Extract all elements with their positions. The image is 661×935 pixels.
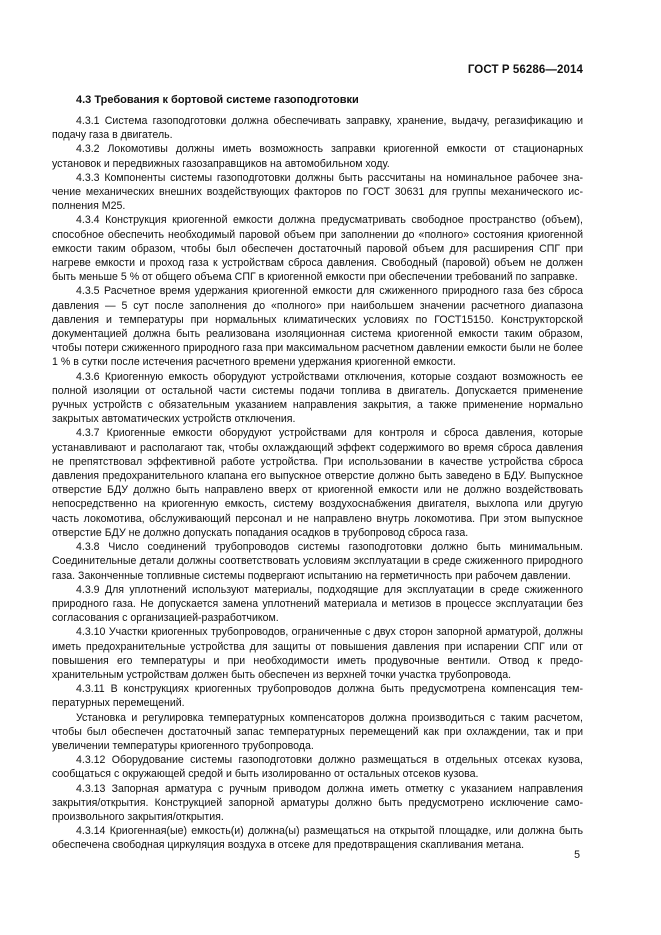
paragraph-4-3-2: 4.3.2 Локомотивы должны иметь возможность заправки криогенной емкости от стационарных установок и передвижных газозаправщиков на автомобильном ходу. bbox=[52, 143, 583, 170]
paragraph-4-3-5: 4.3.5 Расчетное время удержания криогенной емкости для сжиженного природного газа без сброса давления — 5 сут после заполнения до «полного» при наибольшем значении расчетного диапазона давления и температуры при нормальных климатических условиях по ГОСТ15150. Конструкторской документацией должна быть реализована изоляционная система криогенной емкости таким образом, чтобы потери сжиженного природного газа при максимальном расчетном давлении емкости были не более 1 % в сутки после истечения расчетного времени удержания криогенной емкости. bbox=[52, 285, 583, 369]
paragraph-4-3-14: 4.3.14 Криогенная(ые) емкость(и) должна(ы) размещаться на открытой площадке, или должна быть обеспечена свободная циркуляция воздуха в отсеке для предотвращения скапливания метана. bbox=[52, 825, 583, 852]
paragraph-4-3-6: 4.3.6 Криогенную емкость оборудуют устройствами отключения, которые создают возможность ее полной изоляции от остальной части системы подачи топлива в двигатель. Допускается применение ручных устройств с обязательным указанием направления закрытия, а также применение нормально закрытых автоматических устройств отключения. bbox=[52, 370, 583, 426]
paragraph-4-3-7: 4.3.7 Криогенные емкости оборудуют устройствами для контроля и сброса давления, которые устанавливают и располагают так, чтобы охлаждающий эффект содержимого во время сброса давления не препятствовал эффективной работе устройства. При использовании в качестве устройства сброса давления предохранительного клапана его выпускное отверстие должно быть заведено в БДУ. Выпускное отверстие БДУ должно быть направлено вверх от криогенной емкости или не должно воздействовать непосредственно на криогенную емкость, систему воздухоснабжения двигателя, выхлопа или другую часть локомотива, обслуживающий персонал и не направлено внутрь локомотива. При этом выпускное отверстие БДУ не должно допускать попадания осадков в трубопровод сброса газа. bbox=[52, 427, 583, 539]
document-body bbox=[52, 114, 583, 853]
paragraph-4-3-12: 4.3.12 Оборудование системы газоподготовки должно размещаться в отдельных отсеках кузова, сообщаться с окружающей средой и быть изолированно от остальных отсеков кузова. bbox=[52, 754, 583, 781]
page-number: 5 bbox=[574, 849, 580, 861]
paragraph-4-3-9: 4.3.9 Для уплотнений используют материалы, подходящие для эксплуатации в среде сжиженного природного газа. Не допускается замена уплотнений материала и метизов в процессе эксплуатации без согласования с организацией-разработчиком. bbox=[52, 583, 583, 625]
paragraph-4-3-3: 4.3.3 Компоненты системы газоподготовки должны быть рассчитаны на номинальное рабочее значение механических внешних воздействующих факторов по ГОСТ 30631 для группы механического исполнения М25. bbox=[52, 171, 583, 213]
document-header: ГОСТ Р 56286—2014 bbox=[467, 64, 583, 76]
paragraph-4-3-11-continued: Установка и регулировка температурных компенсаторов должна производиться с таким расчетом, чтобы был обеспечен достаточный запас температурных перемещений как при охлаждении, так и при увеличении температуры криогенного трубопровода. bbox=[52, 711, 583, 752]
paragraph-4-3-11: 4.3.11 В конструкциях криогенных трубопроводов должна быть предусмотрена компенсация температурных перемещений. bbox=[52, 683, 583, 710]
paragraph-4-3-8: 4.3.8 Число соединений трубопроводов системы газоподготовки должно быть минимальным. Соединительные детали должны соответствовать условиям эксплуатации в среде сжиженного природного газа. Законченные топливные системы подвергают испытанию на герметичность при рабочем давлении. bbox=[52, 541, 583, 582]
paragraph-4-3-13: 4.3.13 Запорная арматура с ручным приводом должна иметь отметку с указанием направления закрытия/открытия. Конструкцией запорной арматуры должно быть предусмотрено исключение самопроизвольного закрытия/открытия. bbox=[52, 782, 583, 823]
paragraph-4-3-1: 4.3.1 Система газоподготовки должна обеспечивать заправку, хранение, выдачу, регазификацию и подачу газа в двигатель. bbox=[52, 115, 583, 142]
paragraph-4-3-4: 4.3.4 Конструкция криогенной емкости должна предусматривать свободное пространство (объем), способное обеспечить необходимый паровой объем при заполнении до «полного» состояния криогенной емкости таким образом, чтобы был обеспечен достаточный паровой объем для расширения СПГ при нагреве емкости и проход газа к устройствам сброса давления. Свободный (паровой) объем не должен быть меньше 5 % от общего объема СПГ в криогенной емкости при обеспечении требований по заправке. bbox=[52, 214, 583, 284]
section-title: 4.3 Требования к бортовой системе газоподготовки bbox=[76, 94, 359, 106]
paragraph-4-3-10: 4.3.10 Участки криогенных трубопроводов, ограниченные с двух сторон запорной арматурой, должны иметь предохранительные устройства для защиты от повышения давления при испарении СПГ или от повышения его температуры и при необходимости иметь продувочные вентили. Отвод к предохранительным устройствам должен быть обеспечен из верхней точки участка трубопровода. bbox=[52, 626, 583, 681]
